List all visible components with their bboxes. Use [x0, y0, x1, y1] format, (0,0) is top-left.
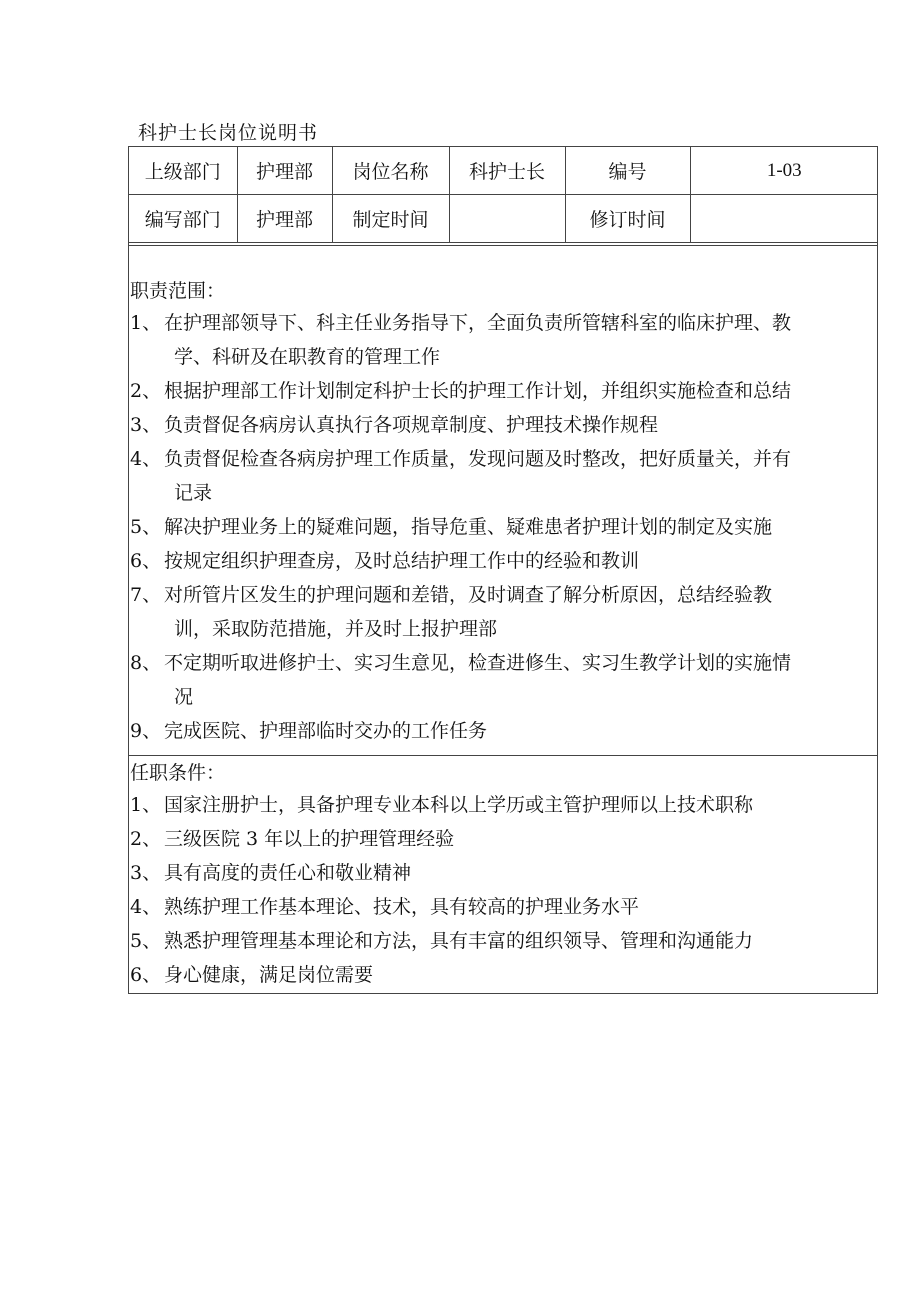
- duty-text-line2: 况: [174, 686, 194, 708]
- requirements-section: [129, 755, 877, 994]
- author-dept-label: 编写部门: [129, 195, 237, 243]
- code-label: 编号: [565, 147, 690, 195]
- requirements-heading: 任职条件：: [130, 762, 226, 784]
- duty-text-line1: 在护理部领导下、科主任业务指导下，全面负责所管辖科室的临床护理、教: [164, 312, 792, 334]
- superior-dept-value: 护理部: [237, 147, 332, 195]
- duty-text-line2: 记录: [174, 482, 213, 504]
- duty-item-1: [130, 306, 875, 374]
- duty-number: 9、: [130, 720, 162, 742]
- duty-text-line1: 完成医院、护理部临时交办的工作任务: [164, 720, 488, 742]
- requirement-item-6: [130, 958, 875, 992]
- requirement-text: 身心健康，满足岗位需要: [164, 964, 374, 986]
- duty-text-line1: 负责督促各病房认真执行各项规章制度、护理技术操作规程: [164, 414, 659, 436]
- requirement-text: 三级医院 3 年以上的护理管理经验: [164, 828, 455, 850]
- position-label: 岗位名称: [332, 147, 449, 195]
- requirement-item-3: [130, 856, 875, 890]
- duty-item-5: [130, 510, 875, 544]
- requirement-text: 熟练护理工作基本理论、技术，具有较高的护理业务水平: [164, 896, 640, 918]
- requirement-item-1: [130, 788, 875, 822]
- duty-text-line1: 解决护理业务上的疑难问题，指导危重、疑难患者护理计划的制定及实施: [164, 516, 773, 538]
- revised-label: 修订时间: [565, 195, 690, 243]
- header-row-2: [129, 195, 878, 243]
- header-row-1: [129, 147, 878, 195]
- duty-number: 3、: [130, 414, 162, 436]
- duty-number: 7、: [130, 584, 162, 606]
- duty-number: 2、: [130, 380, 162, 402]
- duty-item-7: [130, 578, 875, 646]
- requirement-number: 2、: [130, 828, 162, 850]
- duties-heading: 职责范围：: [130, 280, 226, 302]
- author-dept-value: 护理部: [237, 195, 332, 243]
- duty-text-line2: 训，采取防范措施，并及时上报护理部: [174, 618, 498, 640]
- requirement-number: 1、: [130, 794, 162, 816]
- revised-value: [690, 195, 878, 243]
- requirement-number: 5、: [130, 930, 162, 952]
- document-title: 科护士长岗位说明书: [138, 122, 319, 144]
- job-description-form: [128, 146, 878, 994]
- requirement-number: 6、: [130, 964, 162, 986]
- duty-text-line1: 不定期听取进修护士、实习生意见，检查进修生、实习生教学计划的实施情: [164, 652, 792, 674]
- created-label: 制定时间: [332, 195, 449, 243]
- duty-number: 8、: [130, 652, 162, 674]
- duty-item-6: [130, 544, 875, 578]
- duty-number: 1、: [130, 312, 162, 334]
- duty-number: 5、: [130, 516, 162, 538]
- duty-text-line1: 根据护理部工作计划制定科护士长的护理工作计划，并组织实施检查和总结: [164, 380, 792, 402]
- requirement-text: 国家注册护士，具备护理专业本科以上学历或主管护理师以上技术职称: [164, 794, 754, 816]
- requirement-number: 4、: [130, 896, 162, 918]
- position-value: 科护士长: [449, 147, 565, 195]
- duty-number: 4、: [130, 448, 162, 470]
- requirement-item-5: [130, 924, 875, 958]
- code-value: 1-03: [690, 147, 878, 195]
- duty-item-8: [130, 646, 875, 714]
- duty-item-2: [130, 374, 875, 408]
- requirement-item-4: [130, 890, 875, 924]
- requirement-text: 具有高度的责任心和敬业精神: [164, 862, 412, 884]
- duty-item-3: [130, 408, 875, 442]
- duty-number: 6、: [130, 550, 162, 572]
- superior-dept-label: 上级部门: [129, 147, 237, 195]
- requirement-text: 熟悉护理管理基本理论和方法，具有丰富的组织领导、管理和沟通能力: [164, 930, 754, 952]
- header-table: [129, 147, 878, 243]
- duty-item-4: [130, 442, 875, 510]
- requirement-item-2: [130, 822, 875, 856]
- created-value: [449, 195, 565, 243]
- duty-text-line1: 按规定组织护理查房，及时总结护理工作中的经验和教训: [164, 550, 640, 572]
- requirement-number: 3、: [130, 862, 162, 884]
- duty-text-line1: 对所管片区发生的护理问题和差错，及时调查了解分析原因，总结经验教: [164, 584, 773, 606]
- duty-text-line2: 学、科研及在职教育的管理工作: [174, 346, 441, 368]
- duty-text-line1: 负责督促检查各病房护理工作质量，发现问题及时整改，把好质量关，并有: [164, 448, 792, 470]
- duty-item-9: [130, 714, 875, 748]
- duties-section: [129, 245, 877, 756]
